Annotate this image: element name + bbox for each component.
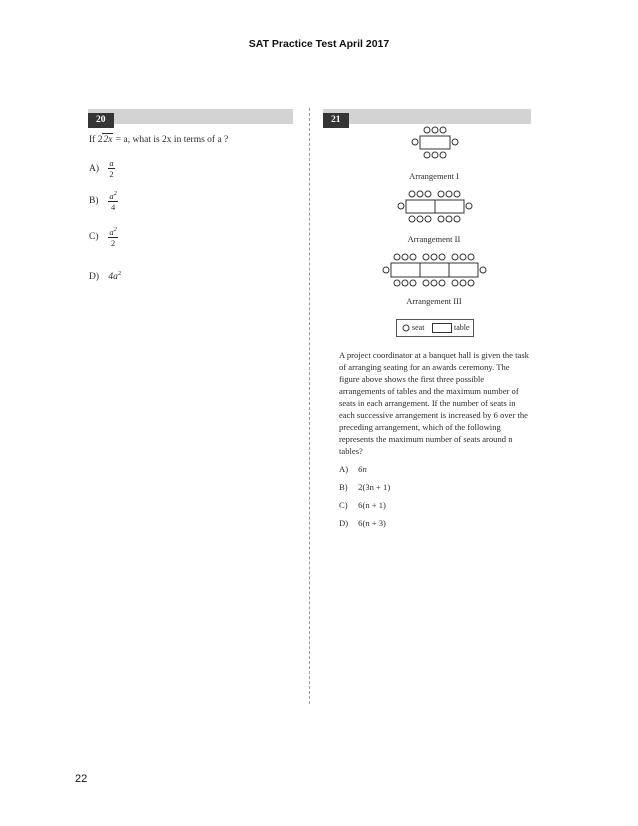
choice-text: 6n	[358, 464, 367, 474]
choice-c[interactable]	[339, 499, 386, 511]
arrangement-2	[398, 191, 472, 222]
fraction	[108, 225, 118, 248]
question-21	[339, 349, 531, 543]
choice-a[interactable]	[89, 158, 115, 179]
choice-letter: B)	[339, 482, 348, 492]
arrangement-2-label: Arrangement II	[407, 234, 461, 244]
choice-text: 6(n + 1)	[358, 500, 386, 510]
denominator: 2	[109, 169, 114, 179]
table-icon	[432, 323, 452, 333]
numerator: a	[109, 158, 114, 168]
arrangement-3	[383, 254, 486, 286]
question-20-stem	[89, 133, 228, 147]
choice-b[interactable]	[339, 481, 390, 493]
figure-legend	[396, 319, 474, 337]
arrangement-1-label: Arrangement I	[409, 171, 459, 181]
fraction	[108, 158, 114, 179]
denominator: 2	[111, 237, 116, 248]
choice-letter: B)	[89, 195, 99, 206]
choice-c[interactable]	[89, 225, 118, 248]
exponent: 2	[113, 190, 117, 197]
stem-prefix: If 2	[89, 135, 103, 145]
choice-text: 4a	[108, 272, 118, 283]
page-number: 22	[75, 773, 88, 785]
question-21-stem: A project coordinator at a banquet hall is given the task of arranging seating for an awards ceremony. The figure above shows the first three possible arrangements of tables and the maximum number of seats in each arrangement. If the number of seats in each successive arrangement is increased by 6 over the preceding arrangement, which of the following represents the maximum number of seats around n tables?	[339, 350, 529, 456]
choice-text: 2(3n + 1)	[358, 482, 391, 492]
choice-letter: C)	[339, 500, 348, 510]
page-header: SAT Practice Test April 2017	[248, 38, 390, 50]
column-divider	[309, 108, 310, 704]
stem-rest: = a, what is 2x in terms of a ?	[113, 135, 229, 145]
numerator-base: a	[109, 226, 114, 237]
numerator	[108, 225, 118, 238]
question-20-bar	[88, 109, 293, 124]
arrangement-1	[412, 127, 458, 158]
seat-icon	[402, 324, 410, 332]
denominator: 4	[111, 201, 116, 212]
choice-letter: A)	[89, 163, 100, 174]
choice-letter: C)	[89, 231, 99, 242]
fraction	[108, 189, 118, 212]
choice-a[interactable]	[339, 463, 367, 475]
seating-figure	[372, 126, 512, 306]
question-21-choices	[339, 463, 531, 543]
legend-table-label: table	[454, 323, 470, 332]
choice-d[interactable]	[339, 517, 386, 529]
choice-letter: D)	[89, 272, 100, 283]
question-21-number: 21	[323, 113, 349, 128]
exponent: 2	[113, 226, 117, 233]
choice-text: 6(n + 3)	[358, 518, 386, 528]
exponent: 2	[117, 270, 122, 277]
numerator	[108, 189, 118, 202]
choice-letter: D)	[339, 518, 349, 528]
choice-letter: A)	[339, 464, 349, 474]
numerator-base: a	[109, 190, 114, 201]
arrangement-3-label: Arrangement III	[406, 296, 462, 306]
choice-d[interactable]	[89, 267, 121, 284]
question-21-bar	[323, 109, 531, 124]
sqrt-radicand: 2x	[103, 135, 113, 145]
choice-b[interactable]	[89, 189, 118, 212]
legend-seat-label: seat	[412, 323, 425, 332]
question-20-number: 20	[88, 113, 114, 128]
